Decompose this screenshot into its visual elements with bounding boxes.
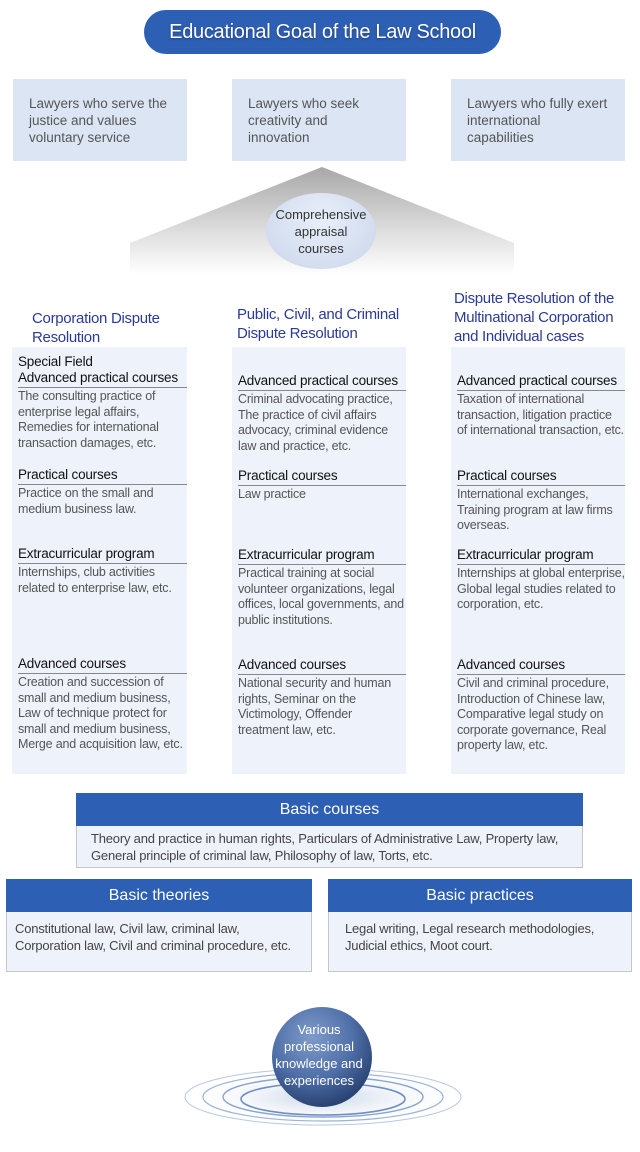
basic-theories-header: Basic theories [6,879,312,912]
section-heading: Extracurricular program [457,547,625,565]
column-title-corporation: Corporation Dispute Resolution [32,310,160,346]
column-panel-corporation [12,347,187,774]
section-body: Practice on the small and medium business law. [18,486,154,516]
section-body: Law practice [238,487,306,501]
section-advanced [457,657,625,754]
section-extracurricular [238,547,406,628]
section-extracurricular [18,546,187,596]
page-title: Educational Goal of the Law School [144,10,501,54]
comprehensive-appraisal-label: Comprehensive appraisal courses [275,206,367,256]
basic-practices-body: Legal writing, Legal research methodologies, Judicial ethics, Moot court. [328,912,632,972]
section-heading: Extracurricular program [238,547,406,565]
goal-text: Lawyers who seek creativity and innovation [248,95,360,145]
section-body: The consulting practice of enterprise legal affairs, Remedies for international transaction damages, etc. [18,389,159,450]
section-extracurricular [457,547,625,613]
basic-courses-header: Basic courses [76,793,583,826]
section-heading: Extracurricular program [18,546,187,564]
section-heading: Practical courses [18,467,187,485]
section-practical [457,468,625,534]
column-title-multinational: Dispute Resolution of the Multinational Corporation and Individual cases [454,290,615,345]
section-body: Practical training at social volunteer organizations, legal offices, local governments, and public institutions. [238,566,404,627]
section-heading: Advanced courses [457,657,625,675]
basic-practices-header: Basic practices [328,879,632,912]
section-body: Creation and succession of small and medium business, Law of technique protect for small and medium business, Merge and acquisition law, etc. [18,675,183,752]
basic-courses-body: Theory and practice in human rights, Particulars of Administrative Law, Property law, General principle of criminal law, Philosophy of law, Torts, etc. [76,826,583,868]
section-heading: Advanced courses [18,656,187,674]
section-body: National security and human rights, Seminar on the Victimology, Offender treatment law, etc. [238,676,392,737]
goal-box-justice [13,79,187,161]
section-heading: Advanced practical courses [238,373,406,391]
section-heading: Advanced courses [238,657,406,675]
column-panel-multinational [451,347,625,774]
goal-box-creativity [232,79,406,161]
comprehensive-appraisal-oval [266,193,376,269]
section-heading: Advanced practical courses [18,370,187,388]
section-practical [18,467,187,517]
column-panel-public-civil-criminal [232,347,406,774]
section-body: Internships, club activities related to enterprise law, etc. [18,565,172,595]
section-body: Internships at global enterprise, Global legal studies related to corporation, etc. [457,566,625,612]
goal-box-international [451,79,625,161]
section-body: Criminal advocating practice, The practice of civil affairs advocacy, criminal evidence law and practice, etc. [238,392,393,453]
section-heading: Advanced practical courses [457,373,625,391]
section-advanced [18,656,187,753]
section-practical [238,468,406,503]
section-advanced-practical [457,373,625,439]
goal-text: Lawyers who serve the justice and values voluntary service [29,95,168,145]
section-body: Civil and criminal procedure, Introduction of Chinese law, Comparative legal study on corporate governance, Real property law, etc. [457,676,609,753]
section-advanced-practical [238,373,406,454]
section-heading: Practical courses [457,468,625,486]
section-body: International exchanges, Training program at law firms overseas. [457,487,613,533]
section-body: Taxation of international transaction, litigation practice of international transaction, etc. [457,392,624,438]
section-advanced-practical [18,354,187,451]
section-heading-prefix: Special Field [18,354,93,369]
basic-theories-body: Constitutional law, Civil law, criminal law, Corporation law, Civil and criminal procedure, etc. [6,912,312,972]
section-advanced [238,657,406,738]
column-title-public-civil-criminal: Public, Civil, and Criminal Dispute Resolution [237,306,399,342]
section-heading: Practical courses [238,468,406,486]
foundation-label: Various professional knowledge and experiences [275,1022,363,1088]
goal-text: Lawyers who fully exert international capabilities [467,95,608,145]
